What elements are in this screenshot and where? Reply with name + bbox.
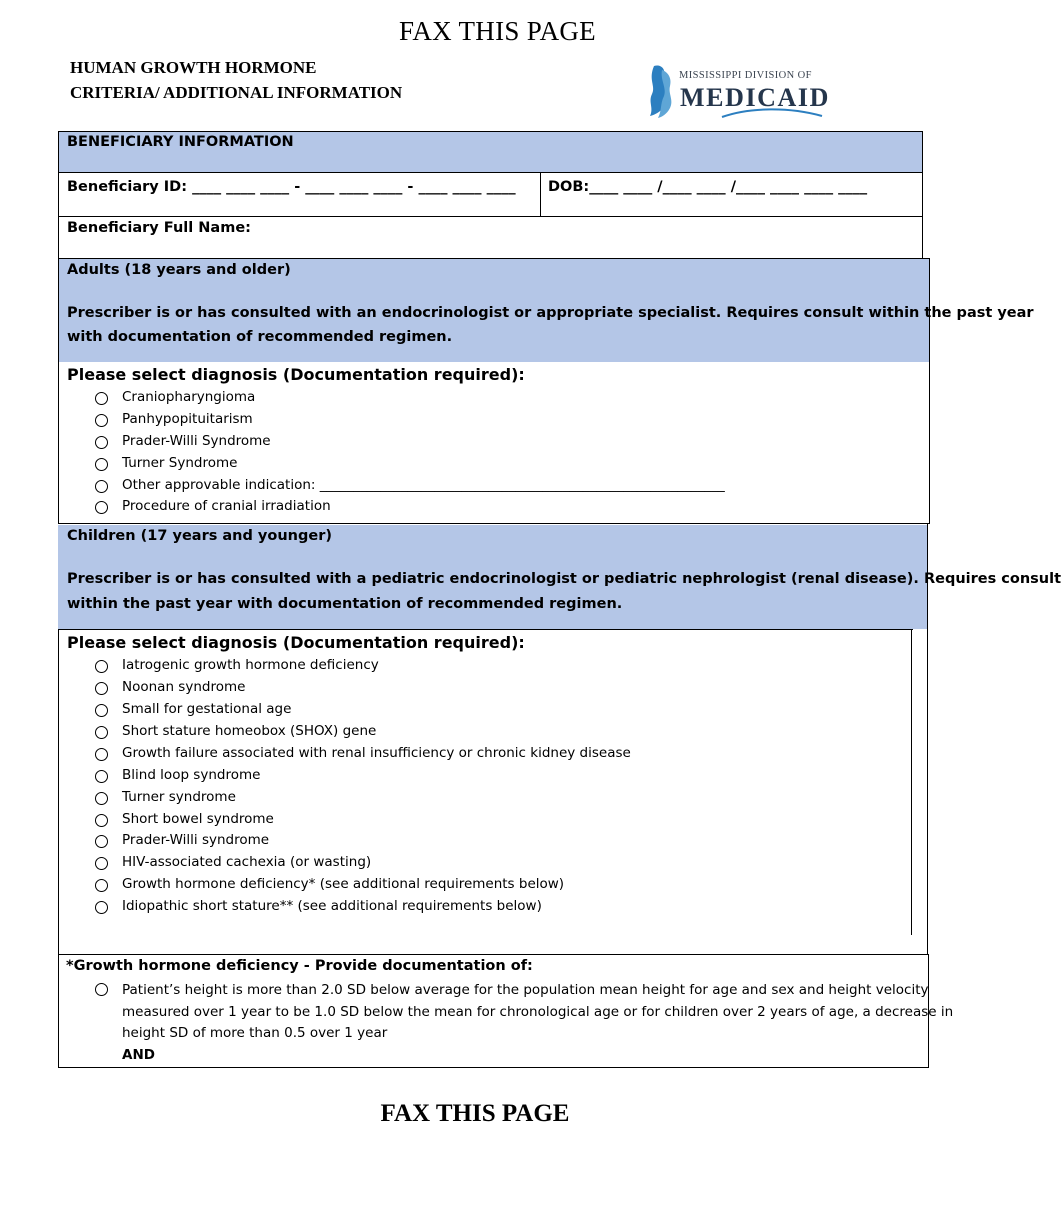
- option-label: Growth failure associated with renal insufficiency or chronic kidney disease: [122, 745, 631, 761]
- radio-button-icon[interactable]: [95, 748, 108, 761]
- adults-select-heading: Please select diagnosis (Documentation required):: [67, 365, 525, 384]
- ghd-option-line-3: height SD of more than 0.5 over 1 year: [122, 1025, 388, 1042]
- option-label: Craniopharyngioma: [122, 389, 256, 405]
- radio-button-icon[interactable]: [95, 501, 108, 514]
- option-label: Panhypopituitarism: [122, 411, 253, 427]
- children-left-border: [58, 629, 59, 955]
- children-select-heading: Please select diagnosis (Documentation required):: [67, 633, 525, 652]
- ghd-heading: *Growth hormone deficiency - Provide documentation of:: [66, 958, 533, 974]
- adults-requirement-line-1: Prescriber is or has consulted with an endocrinologist or appropriate specialist. Requires consult within the past year: [67, 305, 1034, 321]
- option-label: Short bowel syndrome: [122, 811, 274, 827]
- option-label: Procedure of cranial irradiation: [122, 498, 331, 514]
- children-requirement: [67, 567, 1061, 617]
- ghd-option-line-1: Patient’s height is more than 2.0 SD below average for the population mean height for age and sex and height velocity: [122, 982, 929, 998]
- beneficiary-id-label: Beneficiary ID: ____ ____ ____ - ____ ____ ____ - ____ ____ ____: [67, 179, 516, 195]
- children-requirement-line-2: within the past year with documentation of recommended regimen.: [67, 596, 623, 612]
- children-top-border: [58, 629, 913, 630]
- radio-button-icon[interactable]: [95, 857, 108, 870]
- radio-button-icon[interactable]: [95, 726, 108, 739]
- ghd-option-text: [122, 980, 953, 1067]
- radio-button-icon[interactable]: [95, 770, 108, 783]
- radio-button-icon[interactable]: [95, 901, 108, 914]
- ghd-and-label: AND: [122, 1047, 155, 1064]
- children-inner-right-border: [911, 629, 912, 935]
- option-label: Other approvable indication: ____________________________________________________________: [122, 477, 725, 493]
- option-label: Short stature homeobox (SHOX) gene: [122, 723, 377, 739]
- radio-button-icon[interactable]: [95, 835, 108, 848]
- option-label: Idiopathic short stature** (see additional requirements below): [122, 898, 542, 914]
- option-label: Blind loop syndrome: [122, 767, 261, 783]
- dob-label: DOB:____ ____ /____ ____ /____ ____ ____ ____: [548, 179, 868, 195]
- radio-button-icon[interactable]: [95, 436, 108, 449]
- adults-requirement: [67, 301, 1034, 349]
- option-label: Iatrogenic growth hormone deficiency: [122, 657, 379, 673]
- option-label: Prader-Willi syndrome: [122, 832, 270, 848]
- form-title: [70, 56, 402, 105]
- option-label: Turner syndrome: [122, 789, 236, 805]
- fax-this-page-heading: FAX THIS PAGE: [399, 16, 596, 46]
- radio-button-icon[interactable]: [95, 682, 108, 695]
- radio-button-icon[interactable]: [95, 704, 108, 717]
- radio-button-icon[interactable]: [95, 480, 108, 493]
- option-label: HIV-associated cachexia (or wasting): [122, 854, 372, 870]
- option-label: Small for gestational age: [122, 701, 292, 717]
- option-label: Turner Syndrome: [122, 455, 238, 471]
- radio-button-icon[interactable]: [95, 814, 108, 827]
- fax-this-page-footer: FAX THIS PAGE: [380, 1100, 570, 1127]
- radio-button-icon[interactable]: [95, 392, 108, 405]
- adults-heading: Adults (18 years and older): [67, 262, 291, 278]
- ghd-option-line-2: measured over 1 year to be 1.0 SD below the mean for chronological age or for children over 2 years of age, a decrease in: [122, 1003, 954, 1020]
- radio-button-icon[interactable]: [95, 879, 108, 892]
- option-label: Growth hormone deficiency* (see additional requirements below): [122, 876, 565, 892]
- radio-button-icon[interactable]: [95, 660, 108, 673]
- option-label: Prader-Willi Syndrome: [122, 433, 271, 449]
- logo-medicaid-text: MEDICAID: [680, 83, 831, 112]
- form-title-line-1: HUMAN GROWTH HORMONE: [70, 58, 317, 77]
- beneficiary-info-heading: BENEFICIARY INFORMATION: [67, 134, 294, 150]
- children-outer-right-border: [927, 629, 928, 955]
- radio-button-icon[interactable]: [95, 414, 108, 427]
- form-title-line-2: CRITERIA/ ADDITIONAL INFORMATION: [70, 82, 403, 102]
- beneficiary-name-label: Beneficiary Full Name:: [67, 220, 251, 236]
- children-heading: Children (17 years and younger): [67, 528, 332, 544]
- children-requirement-line-1: Prescriber is or has consulted with a pediatric endocrinologist or pediatric nephrologist (renal disease). Requires consult: [67, 571, 1061, 587]
- option-label: Noonan syndrome: [122, 679, 246, 695]
- radio-button-icon[interactable]: [95, 792, 108, 805]
- adults-requirement-line-2: with documentation of recommended regimen.: [67, 329, 453, 345]
- radio-button-icon[interactable]: [95, 458, 108, 471]
- radio-button-icon[interactable]: [95, 983, 108, 996]
- logo-division-text: MISSISSIPPI DIVISION OF: [679, 70, 812, 81]
